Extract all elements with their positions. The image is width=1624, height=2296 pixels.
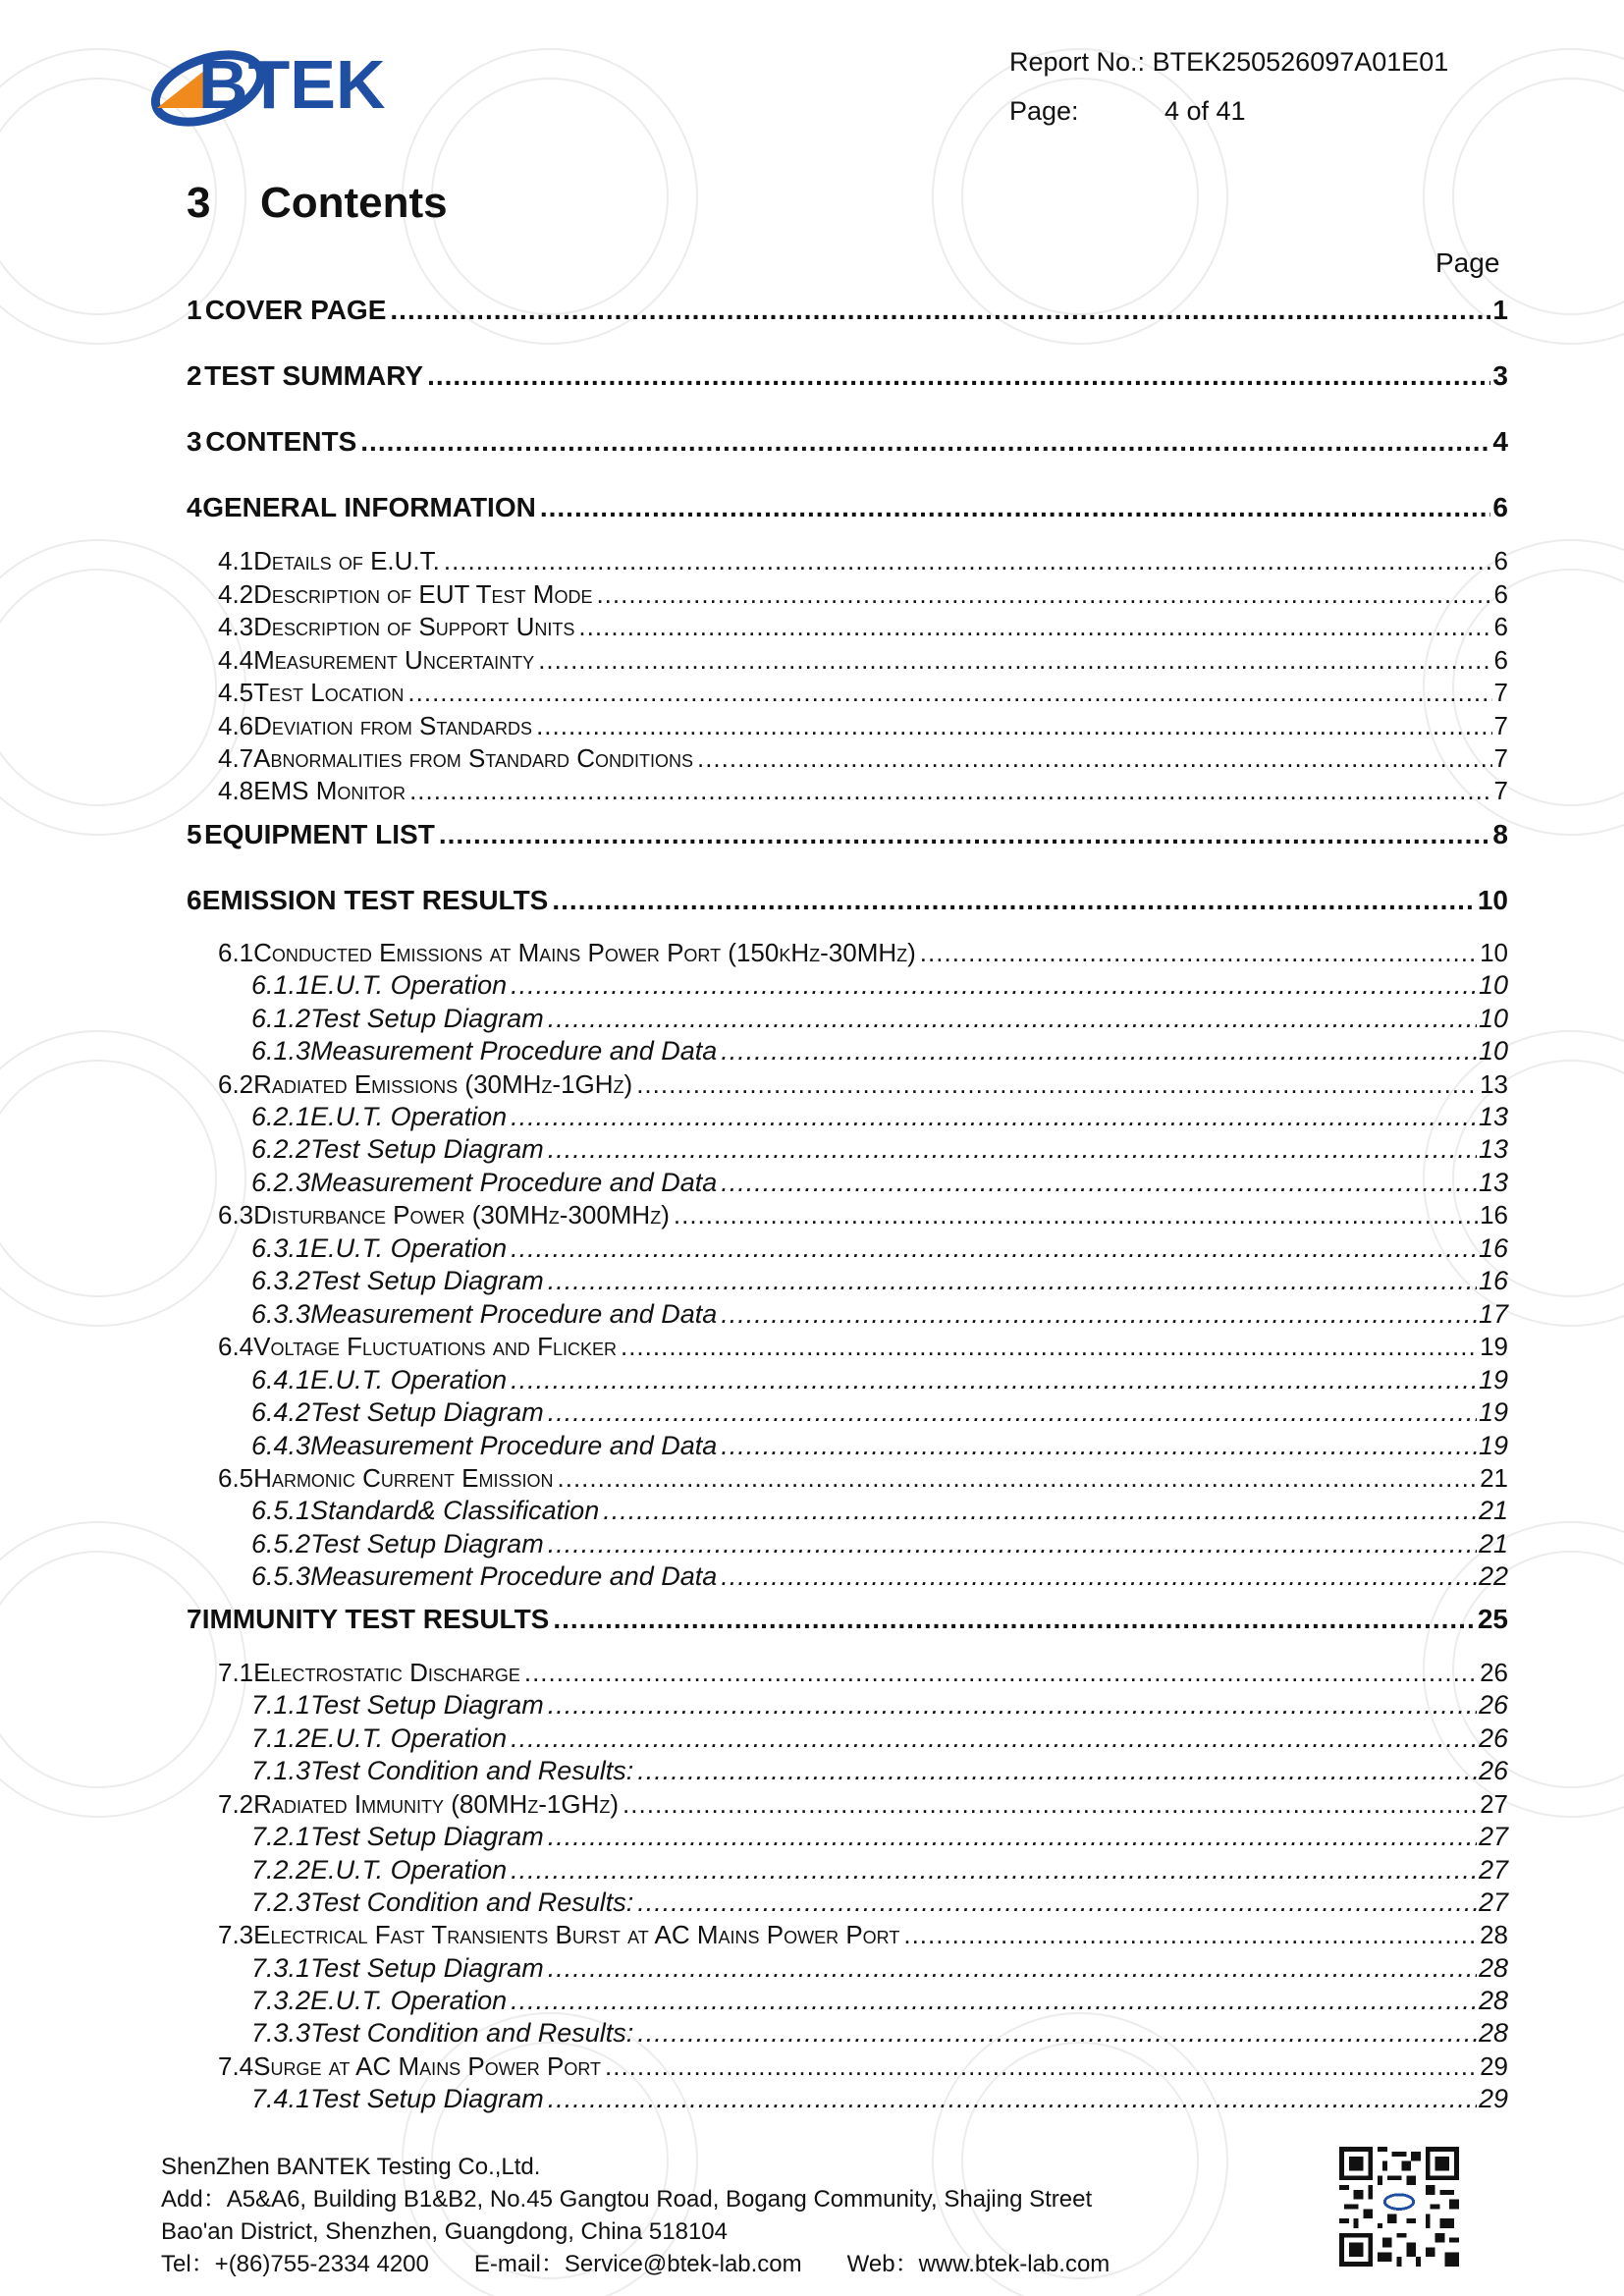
toc-entry-title: Test Location (253, 678, 405, 707)
toc-leader-dots (548, 1953, 1477, 1984)
toc-leader-dots (920, 938, 1478, 968)
toc-leader-dots (511, 1233, 1477, 1264)
toc-leader-dots (548, 2084, 1477, 2114)
toc-leader-dots (511, 970, 1477, 1001)
toc-entry-number: 6.4.2 (251, 1397, 311, 1427)
toc-entry[interactable] (251, 1887, 1508, 1918)
toc-entry-page: 10 (1478, 970, 1508, 1000)
toc-entry-page: 4 (1492, 426, 1508, 457)
toc-leader-dots (390, 295, 1490, 326)
report-no-label: Report No.: (1009, 47, 1146, 77)
toc-entry-page: 6 (1493, 579, 1508, 609)
footer-tel: Tel：+(86)755-2334 4200 (161, 2251, 429, 2277)
toc-entry[interactable] (251, 1855, 1508, 1886)
toc-entry-title: Test Setup Diagram (310, 1953, 544, 1983)
toc-entry-title: IMMUNITY TEST RESULTS (201, 1604, 550, 1634)
toc-leader-dots (721, 1299, 1477, 1330)
toc-entry-page: 13 (1480, 1069, 1508, 1099)
toc-entry-page: 27 (1478, 1855, 1508, 1885)
toc-entry-number: 7 (187, 1604, 202, 1634)
toc-entry-title: E.U.T. Operation (310, 1723, 508, 1753)
toc-entry[interactable] (218, 711, 1508, 741)
toc-entry-page: 27 (1480, 1789, 1508, 1819)
toc-entry-page: 6 (1492, 492, 1508, 522)
footer-email[interactable]: E-mail：Service@btek-lab.com (473, 2251, 802, 2277)
footer (161, 2151, 1110, 2280)
qr-code-icon (1339, 2147, 1459, 2267)
toc-leader-dots (548, 1397, 1477, 1428)
toc-entry-title: Measurement Uncertainty (253, 645, 535, 675)
toc-entry-page: 28 (1478, 1953, 1508, 1983)
toc-entry[interactable] (251, 1953, 1508, 1984)
toc-entry-page: 27 (1478, 1822, 1508, 1851)
toc-entry-title: Disturbance Power (30MHz-300MHz) (253, 1200, 670, 1230)
toc-entry-title: Harmonic Current Emission (253, 1463, 554, 1493)
toc-leader-dots (623, 1789, 1478, 1820)
toc-entry-number: 6.1 (218, 938, 254, 967)
toc-entry-number: 3 (187, 426, 202, 457)
page-value: 4 of 41 (1164, 96, 1246, 126)
toc-entry-page: 19 (1478, 1431, 1508, 1460)
toc-entry-page: 28 (1480, 1920, 1508, 1949)
toc-entry-number: 4.8 (218, 776, 254, 805)
toc-leader-dots (697, 743, 1492, 774)
toc-entry-page: 29 (1478, 2084, 1508, 2113)
toc-leader-dots (511, 1986, 1477, 2016)
toc-leader-dots (721, 1431, 1477, 1461)
toc-entry-title: Measurement Procedure and Data (310, 1168, 718, 1197)
toc-leader-dots (536, 711, 1491, 741)
toc-leader-dots (596, 579, 1491, 610)
page-indicator (1009, 96, 1246, 127)
toc-entry-number: 6.3.1 (251, 1233, 311, 1263)
toc-entry-number: 5 (187, 819, 202, 849)
toc-entry-title: Test Setup Diagram (310, 1266, 544, 1295)
toc-leader-dots (603, 1496, 1477, 1526)
toc-entry-title: EMS Monitor (253, 776, 406, 805)
toc-entry[interactable] (251, 970, 1508, 1001)
toc-entry-page: 10 (1478, 1036, 1508, 1066)
toc-entry[interactable] (218, 678, 1508, 708)
toc-entry-page: 6 (1493, 645, 1508, 675)
toc-entry-page: 10 (1477, 885, 1508, 915)
toc-entry[interactable] (251, 1496, 1508, 1526)
toc-entry-title: Test Setup Diagram (310, 1690, 544, 1720)
toc-entry-title: Details of E.U.T. (253, 546, 440, 575)
toc-entry-number: 7.2 (218, 1789, 254, 1819)
toc-leader-dots (578, 612, 1491, 642)
toc-entry-title: Voltage Fluctuations and Flicker (253, 1332, 617, 1361)
toc-leader-dots (548, 1266, 1477, 1296)
toc-entry-title: E.U.T. Operation (310, 1102, 508, 1131)
page-label: Page: (1009, 96, 1079, 126)
page-title (187, 179, 448, 228)
toc-entry[interactable] (218, 1463, 1508, 1494)
toc-leader-dots (548, 1529, 1477, 1559)
toc-entry-title: TEST SUMMARY (204, 360, 424, 391)
toc-entry-number: 4.2 (218, 579, 254, 609)
toc-entry[interactable] (218, 546, 1508, 576)
toc-entry-title: Description of EUT Test Mode (253, 579, 593, 609)
toc-leader-dots (605, 2051, 1478, 2082)
toc-leader-dots (407, 678, 1491, 708)
toc-entry-page: 1 (1492, 295, 1508, 325)
toc-entry-title: Electrical Fast Transients Burst at AC Mains Power Port (253, 1920, 900, 1949)
toc-entry-title: Abnormalities from Standard Conditions (253, 743, 693, 773)
toc-leader-dots (721, 1168, 1477, 1198)
toc-entry[interactable] (187, 885, 1508, 916)
toc-entry-title: E.U.T. Operation (310, 1855, 508, 1885)
toc-entry[interactable] (251, 1529, 1508, 1559)
toc-entry-page: 26 (1478, 1690, 1508, 1720)
toc-entry-number: 6.2 (218, 1069, 254, 1099)
toc-entry-page: 28 (1478, 1986, 1508, 2015)
toc-entry[interactable] (251, 1233, 1508, 1264)
toc-entry-title: Test Setup Diagram (310, 1822, 544, 1851)
toc-entry-title: Standard& Classification (310, 1496, 600, 1525)
toc-leader-dots (553, 1604, 1475, 1635)
toc-leader-dots (511, 1365, 1477, 1395)
toc-entry[interactable] (187, 1604, 1508, 1635)
toc-leader-dots (552, 885, 1475, 916)
toc-entry[interactable] (251, 2084, 1508, 2114)
footer-web[interactable]: Web：www.btek-lab.com (846, 2251, 1110, 2277)
toc-entry[interactable] (187, 295, 1508, 326)
toc-leader-dots (548, 1134, 1477, 1165)
toc-entry-page: 22 (1478, 1561, 1508, 1591)
toc-entry-number: 4.5 (218, 678, 254, 707)
toc-leader-dots (511, 1855, 1477, 1886)
toc-entry-title: Test Setup Diagram (310, 1397, 544, 1427)
toc-entry-title: Radiated Immunity (80MHz-1GHz) (253, 1789, 620, 1819)
toc-entry-title: E.U.T. Operation (310, 1233, 508, 1263)
toc-entry-page: 25 (1477, 1604, 1508, 1634)
page-title-text: Contents (260, 179, 448, 227)
toc-entry-page: 6 (1493, 546, 1508, 575)
toc-entry[interactable] (218, 743, 1508, 774)
toc-entry-page: 13 (1478, 1134, 1508, 1164)
toc-entry-title: Deviation from Standards (253, 711, 533, 740)
toc-entry-title: E.U.T. Operation (310, 970, 508, 1000)
toc-entry-number: 6.4 (218, 1332, 254, 1361)
toc-leader-dots (637, 1756, 1477, 1786)
toc-entry[interactable] (251, 1365, 1508, 1395)
toc-entry-number: 7.1.2 (251, 1723, 311, 1753)
toc-entry[interactable] (218, 645, 1508, 676)
toc-leader-dots (427, 360, 1490, 392)
toc-entry-page: 13 (1478, 1168, 1508, 1197)
logo-text: BTEK (198, 46, 386, 123)
footer-address-line1: Add：A5&A6, Building B1&B2, No.45 Gangtou Road, Bogang Community, Shajing Street (161, 2186, 1093, 2213)
toc-leader-dots (621, 1332, 1478, 1362)
toc-entry-page: 26 (1478, 1723, 1508, 1753)
toc-entry[interactable] (218, 1658, 1508, 1688)
toc-entry-page: 27 (1478, 1887, 1508, 1917)
toc-entry-number: 7.4.1 (251, 2084, 311, 2113)
toc-entry[interactable] (218, 776, 1508, 806)
page-title-number: 3 (187, 179, 211, 227)
report-no-value: BTEK250526097A01E01 (1152, 47, 1449, 77)
toc-leader-dots (558, 1463, 1479, 1494)
toc-entry-page: 7 (1493, 743, 1508, 773)
toc-entry-page: 17 (1478, 1299, 1508, 1329)
toc-entry-number: 7.1 (218, 1658, 254, 1687)
toc-entry-number: 7.4 (218, 2051, 254, 2081)
toc-entry-title: Measurement Procedure and Data (310, 1561, 718, 1591)
toc-leader-dots (636, 1069, 1478, 1100)
toc-entry-number: 7.1.3 (251, 1756, 311, 1785)
toc-entry-page: 26 (1478, 1756, 1508, 1785)
toc-entry-title: Test Setup Diagram (310, 1004, 544, 1033)
toc-entry-title: EMISSION TEST RESULTS (201, 885, 549, 915)
toc-entry-page: 10 (1478, 1004, 1508, 1033)
toc-entry-page: 16 (1478, 1266, 1508, 1295)
toc-entry[interactable] (187, 492, 1508, 523)
toc-entry[interactable] (251, 1723, 1508, 1754)
toc-entry-title: Test Condition and Results: (310, 1887, 634, 1917)
toc-entry[interactable] (251, 1431, 1508, 1461)
toc-entry-page: 8 (1492, 819, 1508, 849)
toc-leader-dots (439, 819, 1491, 850)
page-column-label: Page (1435, 247, 1500, 278)
toc-entry-page: 21 (1478, 1529, 1508, 1558)
toc-entry-page: 26 (1480, 1658, 1508, 1687)
toc-entry-title: Test Setup Diagram (310, 1529, 544, 1558)
toc-leader-dots (409, 776, 1491, 806)
toc-entry-number: 4.7 (218, 743, 254, 773)
toc-entry-number: 6.2.1 (251, 1102, 311, 1131)
toc-entry-number: 4.6 (218, 711, 254, 740)
toc-entry-title: Measurement Procedure and Data (310, 1299, 718, 1329)
toc-entry-page: 19 (1478, 1397, 1508, 1427)
toc-entry-title: Measurement Procedure and Data (310, 1036, 718, 1066)
toc-entry[interactable] (218, 1069, 1508, 1100)
toc-entry-number: 6.3 (218, 1200, 254, 1230)
toc-entry-number: 6.4.1 (251, 1365, 311, 1394)
toc-leader-dots (721, 1561, 1477, 1592)
toc-leader-dots (548, 1004, 1477, 1034)
toc-entry-number: 6.1.3 (251, 1036, 311, 1066)
toc-leader-dots (903, 1920, 1478, 1950)
toc-entry-title: EQUIPMENT LIST (203, 819, 435, 849)
toc-entry[interactable] (251, 1397, 1508, 1428)
toc-leader-dots (538, 645, 1491, 676)
toc-entry[interactable] (251, 1168, 1508, 1198)
toc-entry-number: 6.1.2 (251, 1004, 311, 1033)
toc-entry-page: 3 (1492, 360, 1508, 391)
toc-entry-page: 19 (1480, 1332, 1508, 1361)
toc-entry-number: 6.5 (218, 1463, 254, 1493)
toc-entry[interactable] (218, 1200, 1508, 1230)
toc-entry-page: 7 (1493, 711, 1508, 740)
toc-entry[interactable] (251, 1561, 1508, 1592)
btek-logo (147, 31, 403, 139)
toc-leader-dots (548, 1822, 1477, 1852)
toc-entry[interactable] (251, 1756, 1508, 1786)
toc-entry-page: 16 (1480, 1200, 1508, 1230)
toc-entry-number: 7.2.1 (251, 1822, 311, 1851)
toc-entry[interactable] (251, 1036, 1508, 1066)
toc-leader-dots (548, 1690, 1477, 1721)
toc-entry-title: Test Condition and Results: (310, 1756, 634, 1785)
toc-entry-number: 7.3 (218, 1920, 254, 1949)
toc-entry-number: 6.5.1 (251, 1496, 311, 1525)
toc-entry-page: 21 (1480, 1463, 1508, 1493)
toc-entry-page: 19 (1478, 1365, 1508, 1394)
footer-contact (161, 2248, 1110, 2280)
toc-entry-number: 6.4.3 (251, 1431, 311, 1460)
report-number (1009, 47, 1448, 78)
toc-entry-title: Test Condition and Results: (310, 2018, 634, 2048)
toc-entry[interactable] (251, 1134, 1508, 1165)
toc-entry-title: E.U.T. Operation (310, 1365, 508, 1394)
toc-entry[interactable] (187, 819, 1508, 850)
toc-entry-title: Electrostatic Discharge (253, 1658, 520, 1687)
toc-leader-dots (637, 1887, 1477, 1918)
toc-entry-title: Radiated Emissions (30MHz-1GHz) (253, 1069, 633, 1099)
toc-entry[interactable] (251, 1102, 1508, 1132)
toc-entry-number: 4 (187, 492, 202, 522)
toc-leader-dots (360, 426, 1490, 458)
toc-entry-number: 6 (187, 885, 202, 915)
toc-entry-page: 29 (1480, 2051, 1508, 2081)
toc-entry-page: 21 (1478, 1496, 1508, 1525)
toc-leader-dots (540, 492, 1491, 523)
toc-entry-page: 10 (1480, 938, 1508, 967)
toc-leader-dots (444, 546, 1492, 576)
toc-entry-number: 6.5.2 (251, 1529, 311, 1558)
toc-leader-dots (721, 1036, 1477, 1066)
toc-entry[interactable] (218, 612, 1508, 642)
toc-entry-number: 4.3 (218, 612, 254, 641)
toc-entry[interactable] (251, 1266, 1508, 1296)
toc-entry-page: 6 (1493, 612, 1508, 641)
toc-entry[interactable] (218, 1332, 1508, 1362)
toc-entry-title: Surge at AC Mains Power Port (253, 2051, 601, 2081)
toc-entry-number: 1 (187, 295, 202, 325)
toc-entry-number: 6.1.1 (251, 970, 311, 1000)
toc-leader-dots (511, 1723, 1477, 1754)
toc-entry[interactable] (251, 1986, 1508, 2016)
toc-entry-title: Conducted Emissions at Mains Power Port (150kHz-30MHz) (253, 938, 916, 967)
toc-entry-title: GENERAL INFORMATION (202, 492, 536, 522)
toc-entry-number: 4.1 (218, 546, 254, 575)
toc-entry[interactable] (218, 579, 1508, 610)
footer-address-line2: Bao'an District, Shenzhen, Guangdong, China 518104 (161, 2218, 728, 2245)
toc-entry-title: Test Setup Diagram (310, 1134, 544, 1164)
toc-entry[interactable] (218, 938, 1508, 968)
toc-entry-page: 7 (1493, 678, 1508, 707)
toc-entry-page: 13 (1478, 1102, 1508, 1131)
toc-entry-number: 6.5.3 (251, 1561, 311, 1591)
toc-entry-title: Measurement Procedure and Data (310, 1431, 718, 1460)
toc-entry-number: 7.3.2 (251, 1986, 311, 2015)
toc-entry-number: 7.3.1 (251, 1953, 311, 1983)
toc-entry-number: 4.4 (218, 645, 254, 675)
toc-leader-dots (637, 2018, 1477, 2049)
toc-entry[interactable] (218, 1789, 1508, 1820)
toc-leader-dots (511, 1102, 1477, 1132)
toc-entry[interactable] (251, 2018, 1508, 2049)
toc-entry-number: 6.3.2 (251, 1266, 311, 1295)
toc-entry[interactable] (218, 1920, 1508, 1950)
toc-entry-page: 28 (1478, 2018, 1508, 2048)
toc-entry[interactable] (187, 360, 1508, 392)
toc-entry-number: 7.1.1 (251, 1690, 311, 1720)
toc-entry[interactable] (218, 2051, 1508, 2082)
footer-company: ShenZhen BANTEK Testing Co.,Ltd. (161, 2154, 541, 2180)
toc-entry-number: 7.2.2 (251, 1855, 311, 1885)
toc-entry[interactable] (251, 1299, 1508, 1330)
toc-entry-title: COVER PAGE (204, 295, 387, 325)
toc-entry-number: 6.3.3 (251, 1299, 311, 1329)
toc-entry-number: 6.2.3 (251, 1168, 311, 1197)
toc-entry-title: Description of Support Units (253, 612, 575, 641)
toc-entry[interactable] (251, 1822, 1508, 1852)
toc-entry-title: Test Setup Diagram (310, 2084, 544, 2113)
toc-leader-dots (524, 1658, 1478, 1688)
toc-entry[interactable] (187, 426, 1508, 458)
toc-entry-title: E.U.T. Operation (310, 1986, 508, 2015)
toc-entry-title: CONTENTS (205, 426, 357, 457)
toc-entry-number: 7.3.3 (251, 2018, 311, 2048)
toc-entry-page: 7 (1493, 776, 1508, 805)
toc-entry-number: 2 (187, 360, 202, 391)
toc-entry-page: 16 (1478, 1233, 1508, 1263)
toc-entry-number: 6.2.2 (251, 1134, 311, 1164)
toc-leader-dots (674, 1200, 1478, 1230)
toc-entry[interactable] (251, 1004, 1508, 1034)
toc-entry[interactable] (251, 1690, 1508, 1721)
toc-entry-number: 7.2.3 (251, 1887, 311, 1917)
